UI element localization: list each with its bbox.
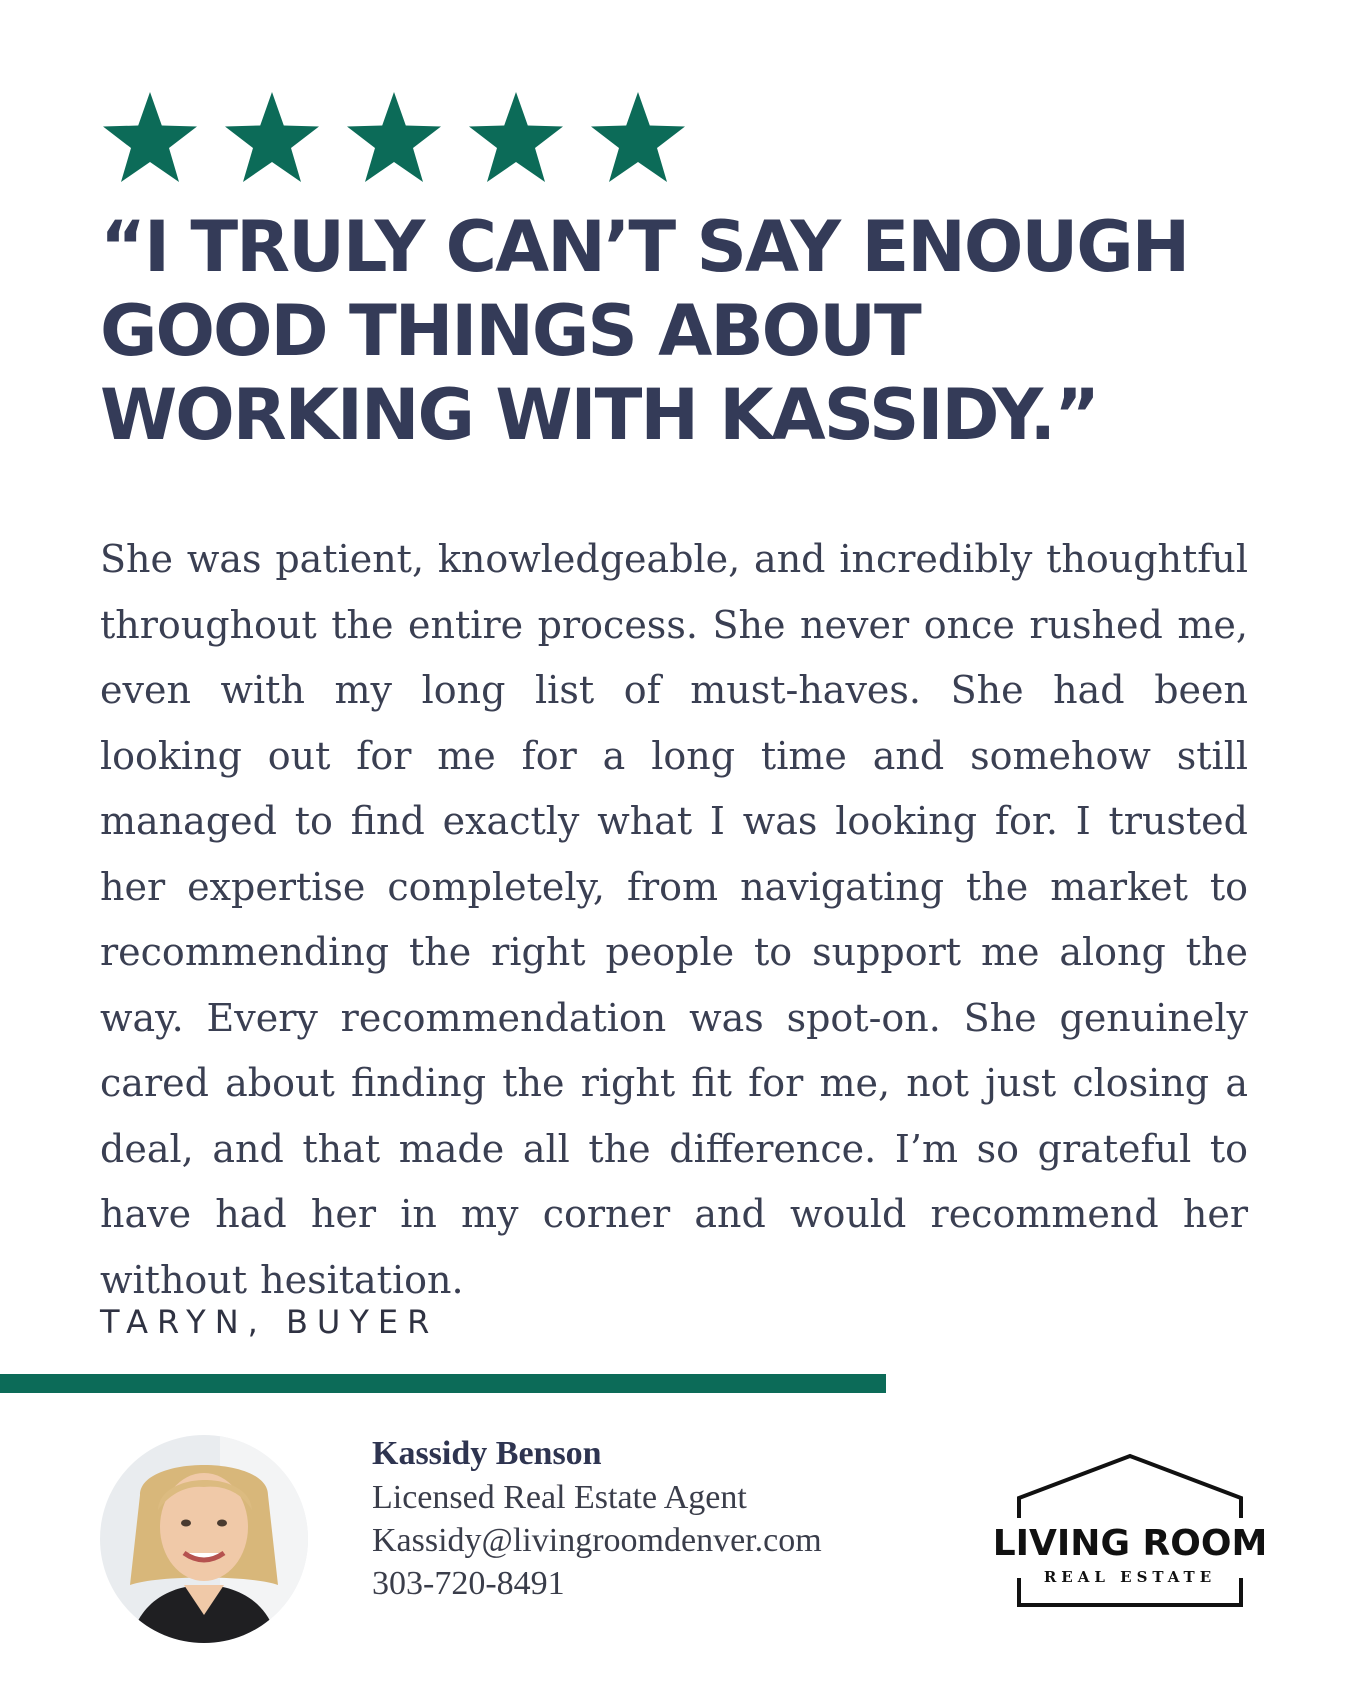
star-icon [466, 88, 566, 188]
agent-title: Licensed Real Estate Agent [372, 1479, 747, 1516]
star-icon [100, 88, 200, 188]
accent-divider [0, 1374, 886, 1393]
avatar-photo-icon [100, 1435, 308, 1643]
testimonial-body: She was patient, knowledgeable, and incredibly thoughtful throughout the entire process. She never once rushed me, even with my long list of must-haves. She had been looking out for me for a long time and somehow still managed to find exactly what I was looking for. I trusted her expertise completely, from navigating the market to recommending the right people to support me along the way. Every recommendation was spot-on. She genuinely cared about finding the right fit for me, not just closing a deal, and that made all the difference. I’m so grateful to have had her in my corner and would recommend her without hesitation. [100, 537, 1248, 1302]
brand-subtitle: REAL ESTATE [1043, 1568, 1217, 1586]
star-icon [588, 88, 688, 188]
avatar [100, 1435, 308, 1643]
star-icon [222, 88, 322, 188]
agent-name: Kassidy Benson [372, 1435, 602, 1472]
testimonial-headline: “I TRULY CAN’T SAY ENOUGH GOOD THINGS ABOUT WORKING WITH KASSIDY.” [100, 206, 1189, 456]
reviewer-attribution: TARYN, BUYER [100, 1303, 439, 1341]
agent-phone[interactable]: 303-720-8491 [372, 1565, 565, 1602]
brand-logo [985, 1448, 1275, 1608]
star-rating [100, 88, 690, 188]
star-icon [344, 88, 444, 188]
agent-email[interactable]: Kassidy@livingroomdenver.com [372, 1522, 822, 1559]
agent-contact-card [372, 1432, 892, 1605]
brand-name: LIVING ROOM [992, 1523, 1268, 1564]
